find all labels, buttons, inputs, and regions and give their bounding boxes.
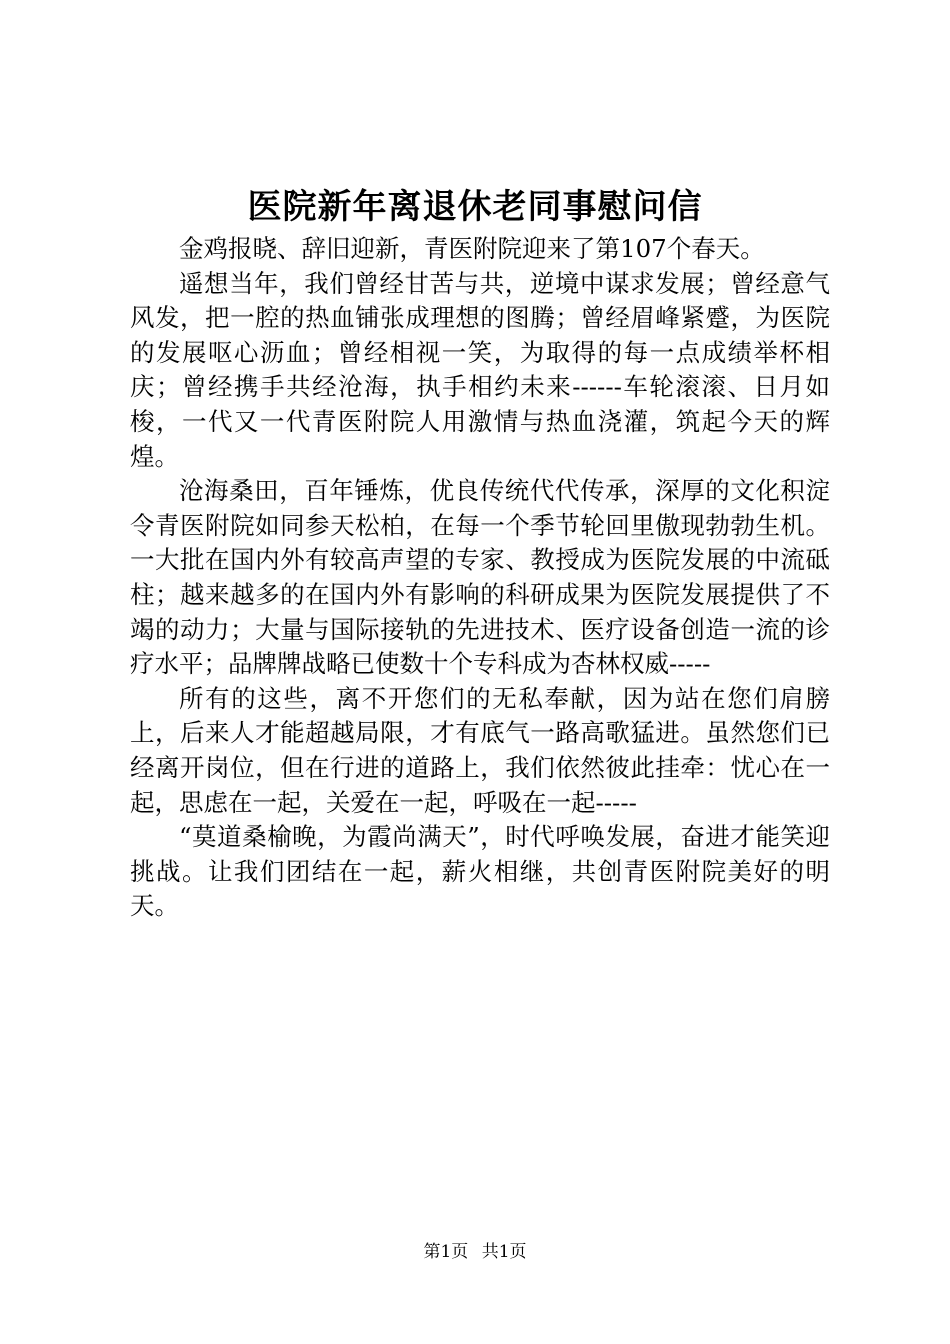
page-total: 共1页 [481,1242,527,1262]
document-title: 医院新年离退休老同事慰问信 [247,187,703,227]
letter-body [130,232,830,924]
paragraph-memories: 遥想当年，我们曾经甘苦与共，逆境中谋求发展；曾经意气风发，把一腔的热血铺张成理想的图腾；曾经眉峰紧蹙，为医院的发展呕心沥血；曾经相视一笑，为取得的每一点成绩举杯相庆；曾经携手共经沧海，执手相约未来------车轮滚滚、日月如梭，一代又一代青医附院人用激情与热血浇灌，筑起今天的辉煌。 [130,268,830,471]
paragraph-greeting: 金鸡报晓、辞旧迎新，青医附院迎来了第107个春天。 [179,234,765,263]
paragraph-gratitude: 所有的这些，离不开您们的无私奉献，因为站在您们肩膀上，后来人才能超越局限，才有底气一路高歌猛进。虽然您们已经离开岗位，但在行进的道路上，我们依然彼此挂牵：忧心在一起，思虑在一起，关爱在一起，呼吸在一起----- [130,683,830,817]
page-footer [0,1240,950,1264]
paragraph-closing: “莫道桑榆晚，为霞尚满天”，时代呼唤发展，奋进才能笑迎挑战。让我们团结在一起，薪火相继，共创青医附院美好的明天。 [130,822,830,921]
paragraph-heritage: 沧海桑田，百年锤炼，优良传统代代传承，深厚的文化积淀令青医附院如同参天松柏，在每一个季节轮回里傲现勃勃生机。一大批在国内外有较高声望的专家、教授成为医院发展的中流砥柱；越来越多的在国内外有影响的科研成果为医院发展提供了不竭的动力；大量与国际接轨的先进技术、医疗设备创造一流的诊疗水平；品牌牌战略已使数十个专科成为杏林权威----- [130,476,830,679]
page-number: 第1页 [423,1242,469,1262]
